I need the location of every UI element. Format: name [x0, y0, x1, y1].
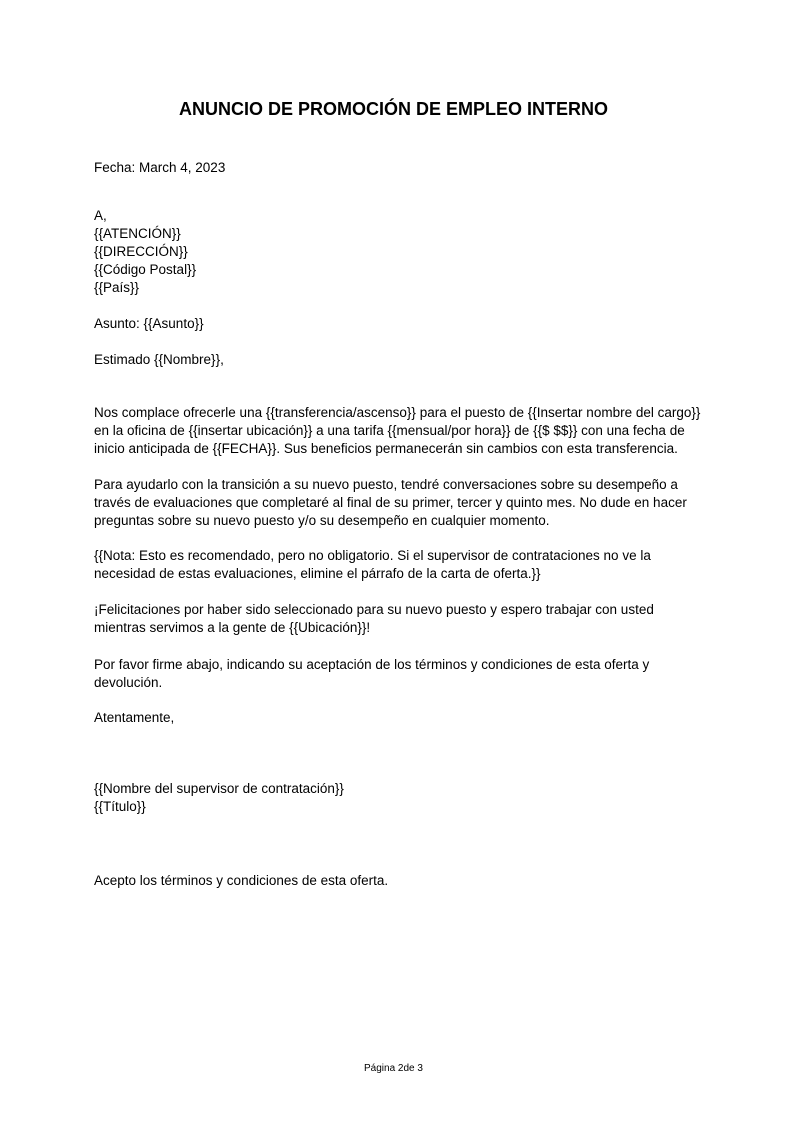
- paragraph-sign-line: devolución.: [94, 675, 163, 690]
- signature-title: {{Título}}: [94, 799, 146, 814]
- recipient-country: {{País}}: [94, 280, 140, 295]
- date-line: Fecha: March 4, 2023: [94, 160, 226, 175]
- page-number: Página 2de 3: [364, 1063, 423, 1074]
- paragraph-transition-line: preguntas sobre su nuevo puesto y/o su desempeño en cualquier momento.: [94, 513, 550, 528]
- paragraph-transition-line: Para ayudarlo con la transición a su nuevo puesto, tendré conversaciones sobre su desempeño a: [94, 477, 678, 492]
- closing: Atentamente,: [94, 710, 175, 725]
- signature-name: {{Nombre del supervisor de contratación}}: [94, 781, 344, 796]
- recipient-attention: {{ATENCIÓN}}: [94, 226, 181, 241]
- paragraph-congrats-line: ¡Felicitaciones por haber sido seleccionado para su nuevo puesto y espero trabajar con usted: [94, 602, 654, 617]
- paragraph-offer-line: inicio anticipada de {{FECHA}}. Sus beneficios permanecerán sin cambios con esta transferencia.: [94, 441, 678, 456]
- recipient-address: {{DIRECCIÓN}}: [94, 244, 188, 259]
- document-title: ANUNCIO DE PROMOCIÓN DE EMPLEO INTERNO: [178, 99, 609, 119]
- paragraph-note-line: {{Nota: Esto es recomendado, pero no obligatorio. Si el supervisor de contrataciones no ve la: [94, 548, 651, 563]
- salutation: Estimado {{Nombre}},: [94, 352, 224, 367]
- paragraph-congrats-line: mientras servimos a la gente de {{Ubicación}}!: [94, 620, 371, 635]
- paragraph-sign-line: Por favor firme abajo, indicando su aceptación de los términos y condiciones de esta oferta y: [94, 657, 650, 672]
- paragraph-transition-line: través de evaluaciones que completaré al final de su primer, tercer y quinto mes. No dude en hacer: [94, 495, 687, 510]
- paragraph-offer-line: en la oficina de {{insertar ubicación}} a una tarifa {{mensual/por hora}} de {{$ $$}} con una fecha de: [94, 423, 685, 438]
- paragraph-note-line: necesidad de estas evaluaciones, elimine el párrafo de la carta de oferta.}}: [94, 566, 541, 581]
- recipient-postal-code: {{Código Postal}}: [94, 262, 197, 277]
- paragraph-offer-line: Nos complace ofrecerle una {{transferencia/ascenso}} para el puesto de {{Insertar nombre del cargo}}: [94, 405, 701, 420]
- subject-line: Asunto: {{Asunto}}: [94, 316, 204, 331]
- recipient-line: A,: [94, 208, 107, 223]
- acceptance-statement: Acepto los términos y condiciones de esta oferta.: [94, 873, 389, 888]
